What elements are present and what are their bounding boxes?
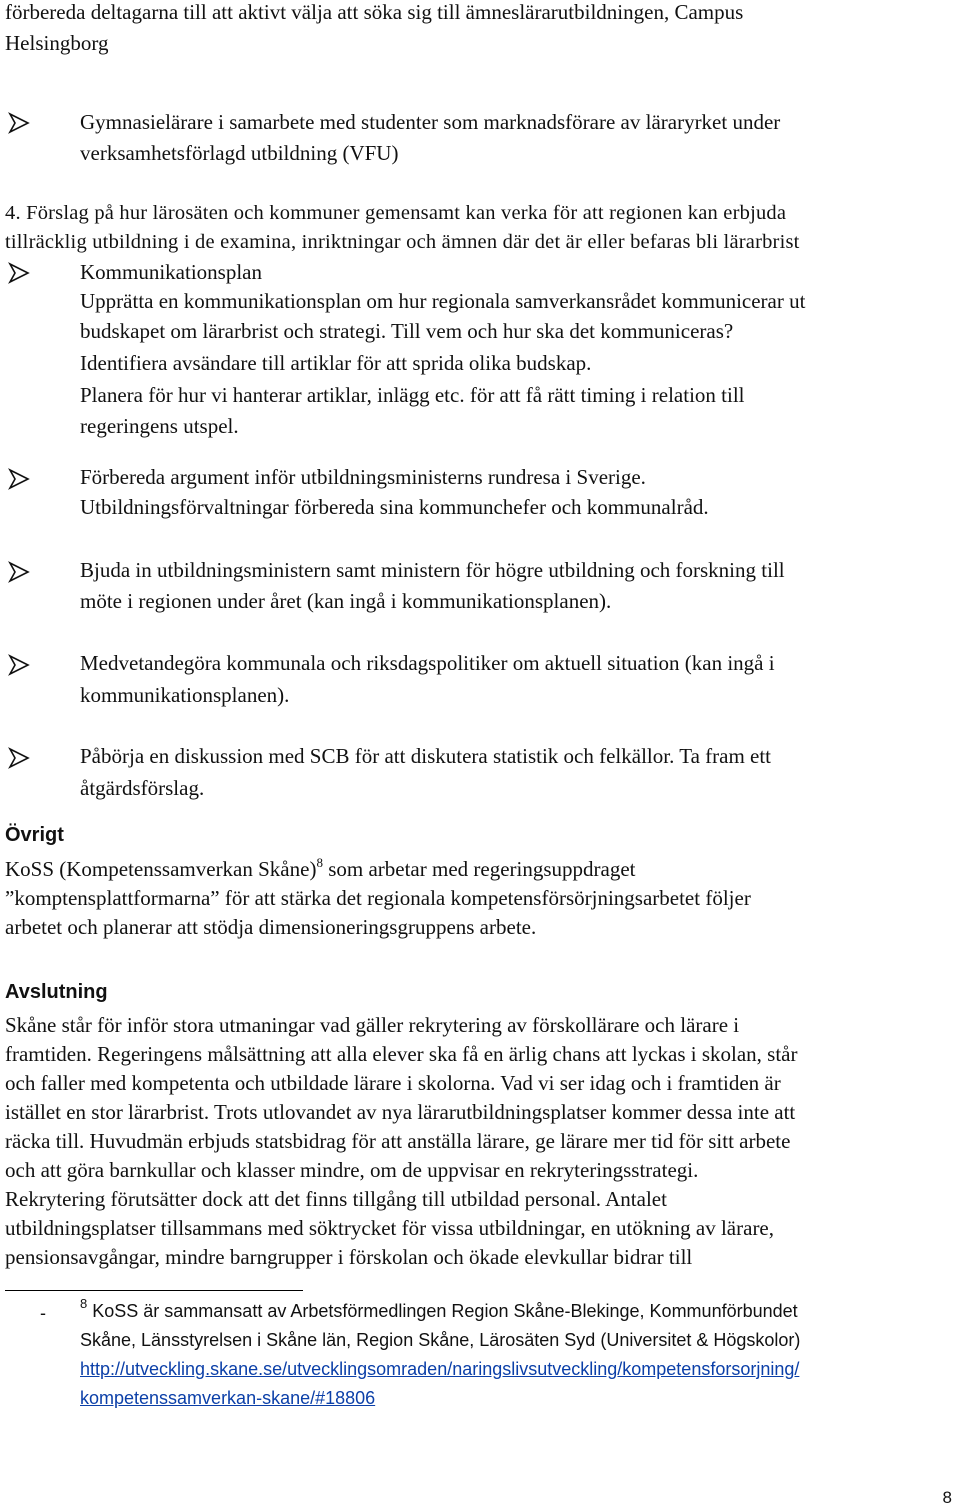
footnote-text: KoSS är sammansatt av Arbetsförmedlingen Region Skåne-Blekinge, Kommunförbundet	[92, 1301, 798, 1321]
bullet-line: Medvetandegöra kommunala och riksdagspolitiker om aktuell situation (kan ingå i	[80, 651, 775, 675]
section-4-heading: 4. Förslag på hur lärosäten och kommuner gemensamt kan verka för att regionen kan erbjuda	[5, 202, 787, 224]
ovrigt-text: som arbetar med regeringsuppdraget	[322, 857, 636, 881]
bullet-line: Gymnasielärare i samarbete med studenter som marknadsförare av läraryrket under	[80, 110, 781, 134]
avslutning-heading: Avslutning	[5, 981, 108, 1003]
bullet-line: möte i regionen under året (kan ingå i kommunikationsplanen).	[80, 589, 612, 613]
arrow-bullet-icon	[8, 262, 30, 284]
bullet-line: regeringens utspel.	[80, 414, 239, 438]
footnote-line	[80, 1296, 798, 1323]
bullet-line: budskapet om lärarbrist och strategi. Till vem och hur ska det kommuniceras?	[80, 319, 734, 343]
avslutning-line: pensionsavgångar, mindre barngrupper i förskolan och ökade elevkullar bidrar till	[5, 1245, 693, 1269]
arrow-bullet-icon	[8, 468, 30, 490]
section-4-heading: tillräcklig utbildning i de examina, inriktningar och ämnen där det är eller befaras bli lärarbrist	[5, 231, 800, 253]
bullet-line: Utbildningsförvaltningar förbereda sina kommunchefer och kommunalråd.	[80, 495, 709, 519]
ovrigt-text: KoSS (Kompetenssamverkan Skåne)	[5, 857, 317, 881]
ovrigt-line: ”komptensplattformarna” för att stärka det regionala kompetensförsörjningsarbetet följer	[5, 886, 751, 910]
footnote-divider	[5, 1290, 303, 1291]
footnote-ref: 8	[316, 855, 323, 870]
intro-line: förbereda deltagarna till att aktivt välja att söka sig till ämneslärarutbildningen, Campus	[5, 0, 744, 24]
avslutning-line: istället en stor lärarbrist. Trots utlovandet av nya lärarutbildningsplatser kommer dessa inte att	[5, 1100, 796, 1124]
ovrigt-line	[5, 856, 636, 882]
bullet-line: kommunikationsplanen).	[80, 683, 290, 707]
arrow-bullet-icon	[8, 112, 30, 134]
bullet-line: verksamhetsförlagd utbildning (VFU)	[80, 141, 399, 165]
bullet-line: Upprätta en kommunikationsplan om hur regionala samverkansrådet kommunicerar ut	[80, 289, 806, 313]
avslutning-line: räcka till. Huvudmän erbjuds statsbidrag för att anställa lärare, ge lärare mer tid för sitt arbete	[5, 1129, 791, 1153]
avslutning-line: Rekrytering förutsätter dock att det finns tillgång till utbildad personal. Antalet	[5, 1187, 667, 1211]
avslutning-line: och att göra barnkullar och klasser mindre, om de uppvisar en rekryteringsstrategi.	[5, 1158, 699, 1182]
footnote-number: 8	[80, 1296, 88, 1311]
footnote-link[interactable]: kompetenssamverkan-skane/#18806	[80, 1388, 376, 1408]
footnote-link[interactable]: http://utveckling.skane.se/utvecklingsomraden/naringslivsutveckling/kompetensforsorjning/	[80, 1359, 800, 1379]
arrow-bullet-icon	[8, 561, 30, 583]
avslutning-line: utbildningsplatser tillsammans med söktrycket för vissa utbildningar, en utökning av lärare,	[5, 1216, 775, 1240]
arrow-bullet-icon	[8, 747, 30, 769]
avslutning-line: och faller med kompetenta och utbildade lärare i skolorna. Vad vi ser idag och i framtiden är	[5, 1071, 781, 1095]
arrow-bullet-icon	[8, 654, 30, 676]
bullet-line: Förbereda argument inför utbildningsministerns rundresa i Sverige.	[80, 465, 646, 489]
intro-line: Helsingborg	[5, 31, 109, 55]
footnote-dash: -	[40, 1303, 46, 1323]
bullet-line: Planera för hur vi hanterar artiklar, inlägg etc. för att få rätt timing i relation till	[80, 383, 745, 407]
avslutning-line: Skåne står för inför stora utmaningar vad gäller rekrytering av förskollärare och lärare i	[5, 1013, 740, 1037]
bullet-line: åtgärdsförslag.	[80, 776, 205, 800]
ovrigt-heading: Övrigt	[5, 824, 64, 846]
ovrigt-line: arbetet och planerar att stödja dimensioneringsgruppens arbete.	[5, 915, 537, 939]
footnote-line: Skåne, Länsstyrelsen i Skåne län, Region Skåne, Lärosäten Syd (Universitet & Högskolor)	[80, 1330, 801, 1350]
bullet-line: Identifiera avsändare till artiklar för att sprida olika budskap.	[80, 351, 592, 375]
bullet-line: Kommunikationsplan	[80, 260, 262, 284]
bullet-line: Påbörja en diskussion med SCB för att diskutera statistik och felkällor. Ta fram ett	[80, 744, 772, 768]
bullet-line: Bjuda in utbildningsministern samt ministern för högre utbildning och forskning till	[80, 558, 785, 582]
page-number: 8	[942, 1488, 952, 1507]
avslutning-line: framtiden. Regeringens målsättning att alla elever ska få en ärlig chans att lyckas i skolan, står	[5, 1042, 798, 1066]
